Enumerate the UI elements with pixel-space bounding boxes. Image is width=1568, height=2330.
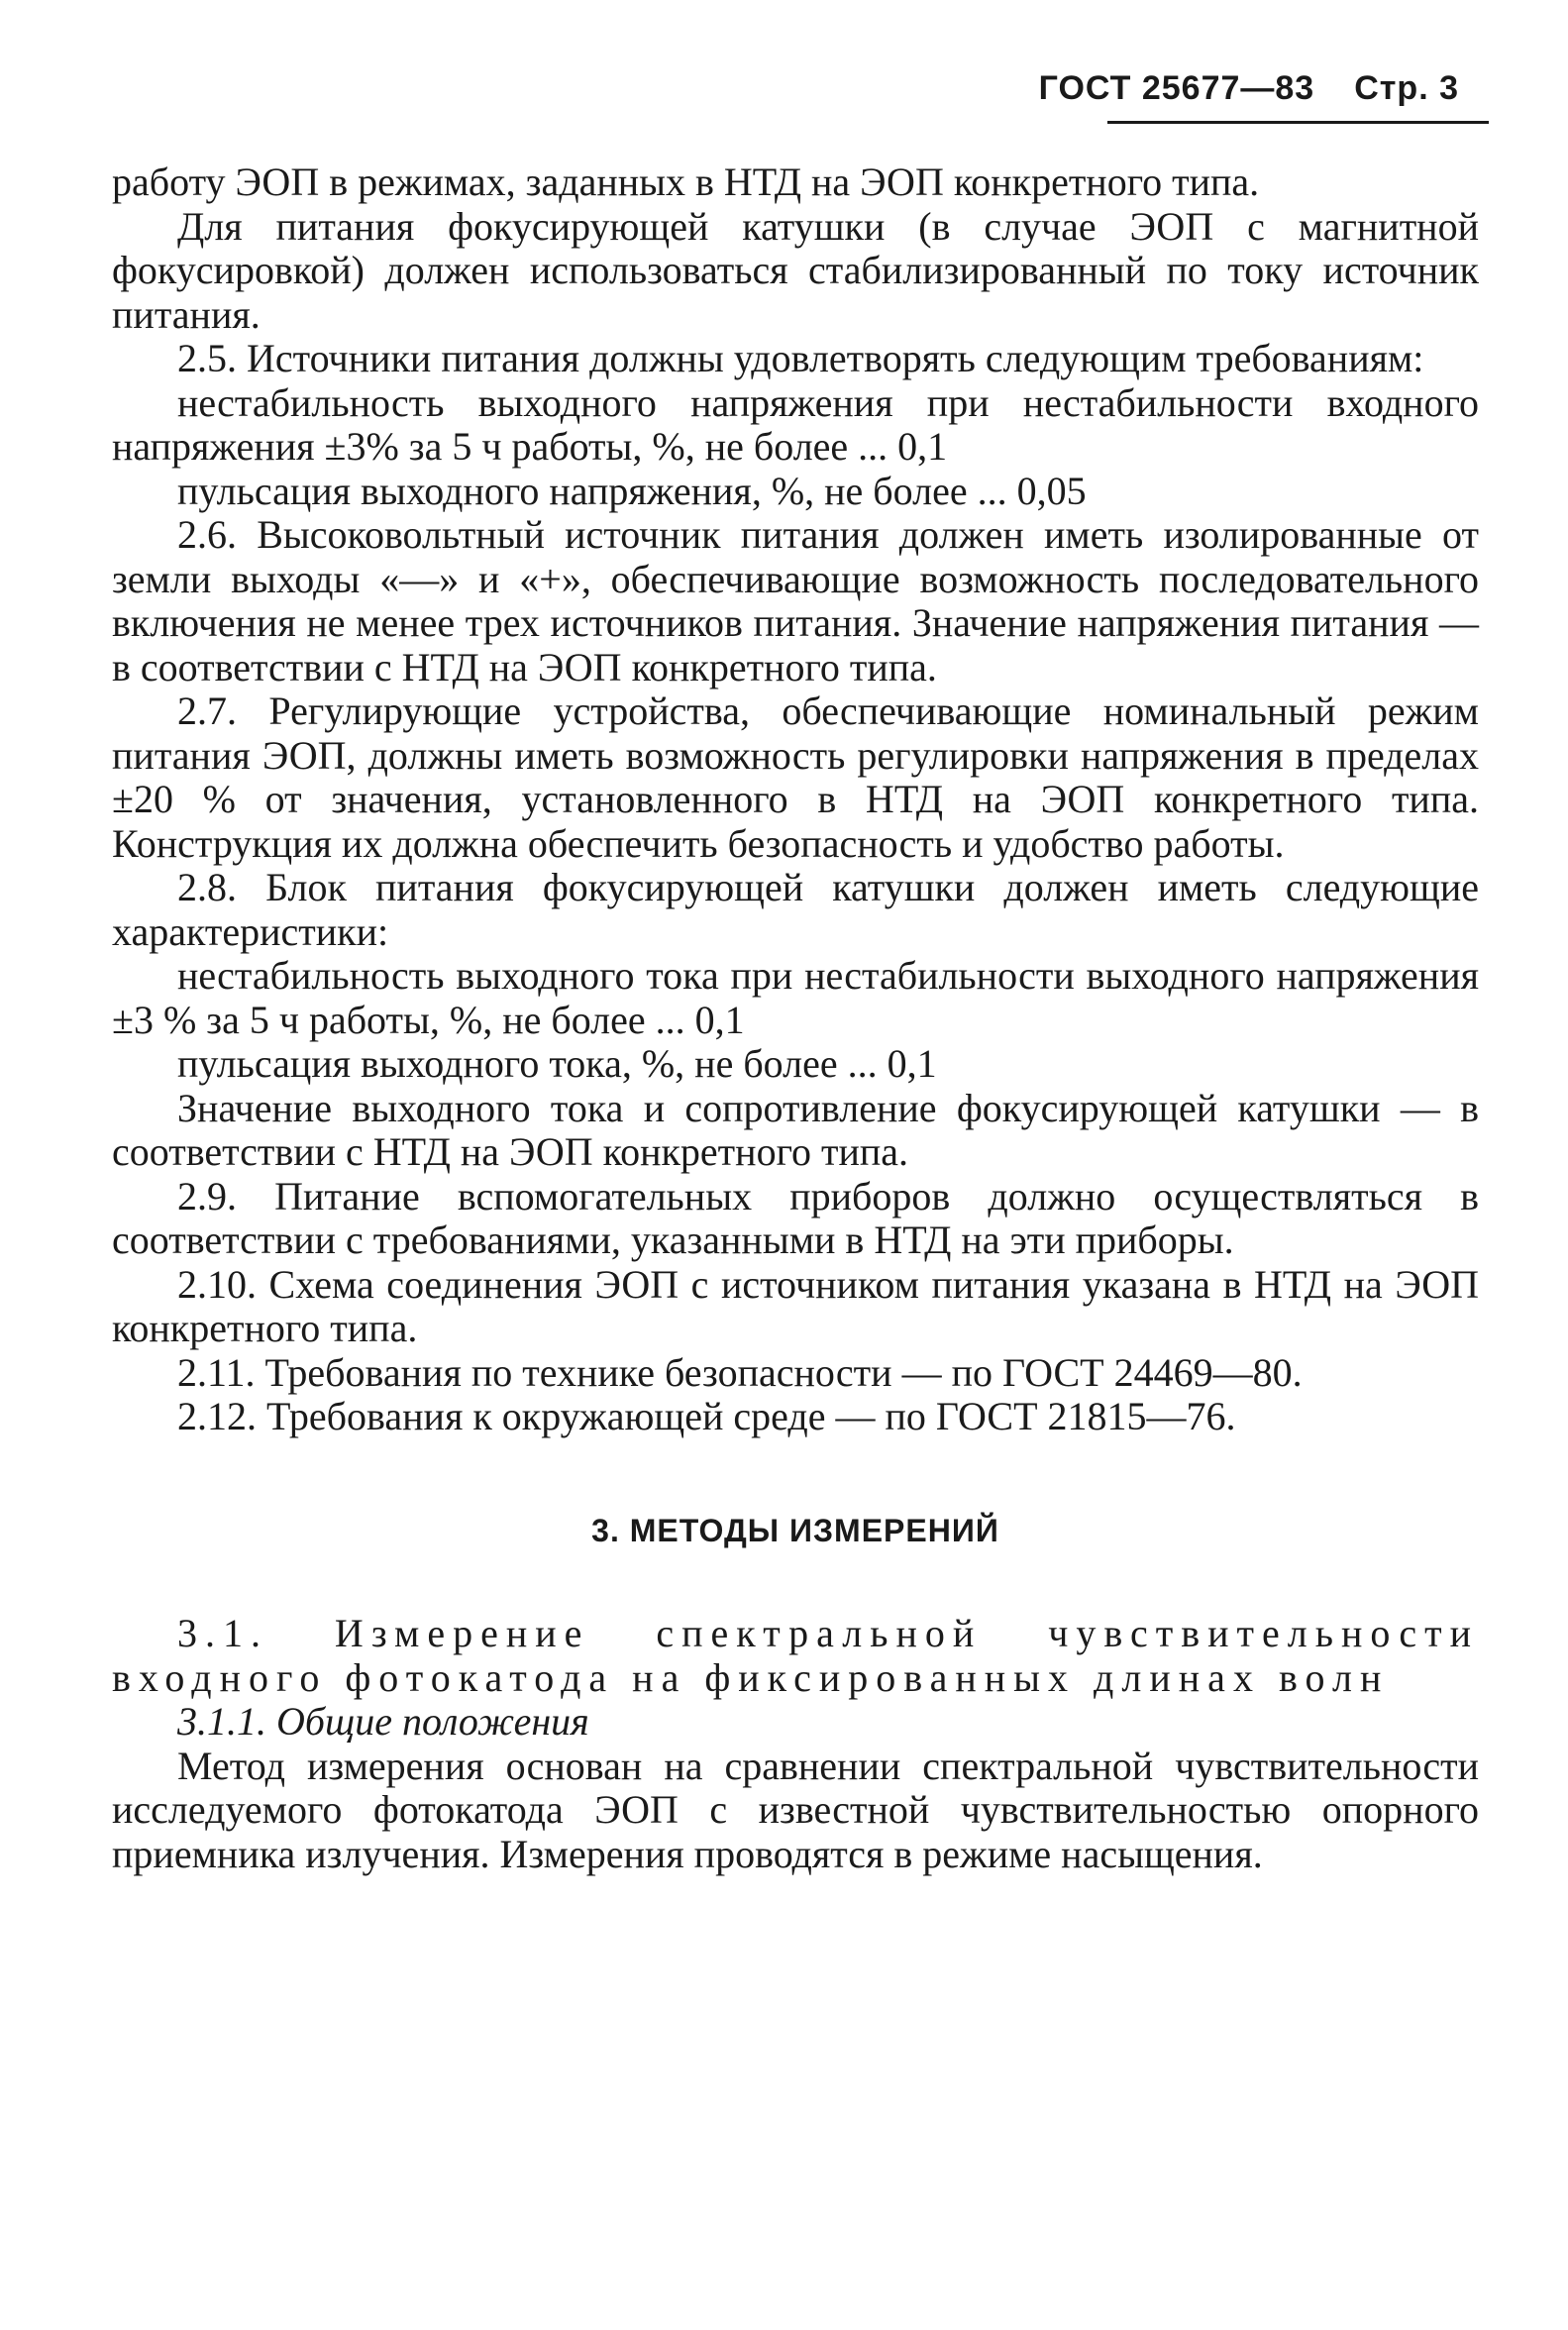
paragraph: нестабильность выходного тока при нестабильности выходного напряжения ±3 % за 5 ч работы, %, не более ... 0,1 — [112, 953, 1479, 1042]
header-rule — [1107, 121, 1489, 124]
paragraph: нестабильность выходного напряжения при нестабильности входного напряжения ±3% за 5 ч работы, %, не более ... 0,1 — [112, 379, 1479, 469]
paragraph: работу ЭОП в режимах, заданных в НТД на ЭОП конкретного типа. — [112, 159, 1260, 204]
paragraph: Для питания фокусирующей катушки (в случае ЭОП с магнитной фокусировкой) должен использоваться стабилизированный по току источник питания. — [112, 203, 1479, 337]
subsubsection-heading-wrap — [112, 1700, 1479, 1745]
standard-number: ГОСТ 25677—83 — [1038, 69, 1315, 107]
paragraph: 2.5. Источники питания должны удовлетворять следующим требованиям: — [177, 336, 1424, 380]
running-header — [112, 69, 1479, 117]
section-title: 3. МЕТОДЫ ИЗМЕРЕНИЙ — [591, 1512, 999, 1548]
paragraph: 2.11. Требования по технике безопасности — по ГОСТ 24469—80. — [177, 1349, 1303, 1395]
paragraph: 2.10. Схема соединения ЭОП с источником питания указана в НТД на ЭОП конкретного типа. — [112, 1261, 1479, 1350]
subsection-heading: 3.1. Измерение спектральной чувствительности входного фотокатода на фиксированных длинах волн — [112, 1611, 1479, 1700]
document-body — [112, 160, 1479, 1876]
paragraph: пульсация выходного напряжения, %, не более ... 0,05 — [177, 468, 1087, 513]
paragraph: 2.12. Требования к окружающей среде — по ГОСТ 21815—76. — [177, 1394, 1236, 1438]
paragraph: 2.6. Высоковольтный источник питания должен иметь изолированные от земли выходы «—» и «+», обеспечивающие возможность последовательного включения не менее трех источников питания. Значение напряжения питания — в соответствии с НТД на ЭОП конкретного типа. — [112, 512, 1479, 689]
page-number: Стр. 3 — [1354, 69, 1459, 107]
paragraph: Значение выходного тока и сопротивление фокусирующей катушки — в соответствии с НТД на ЭОП конкретного типа. — [112, 1085, 1479, 1174]
paragraph: 2.8. Блок питания фокусирующей катушки должен иметь следующие характеристики: — [112, 865, 1479, 954]
document-page — [112, 69, 1479, 1876]
subsubsection-heading: 3.1.1. Общие положения — [177, 1699, 589, 1744]
requirements-section — [112, 160, 1479, 1439]
paragraph: Метод измерения основан на сравнении спектральной чувствительности исследуемого фотокатода ЭОП с известной чувствительностью опорного приемника излучения. Измерения проводятся в режиме насыщения. — [112, 1743, 1479, 1876]
paragraph: 2.9. Питание вспомогательных приборов должно осуществляться в соответствии с требованиями, указанными в НТД на эти приборы. — [112, 1173, 1479, 1262]
paragraph: 2.7. Регулирующие устройства, обеспечивающие номинальный режим питания ЭОП, должны иметь возможность регулировки напряжения в пределах ±20 % от значения, установленного в НТД на ЭОП конкретного типа. Конструкция их должна обеспечить безопасность и удобство работы. — [112, 688, 1479, 866]
paragraph: пульсация выходного тока, %, не более ... 0,1 — [177, 1041, 937, 1086]
